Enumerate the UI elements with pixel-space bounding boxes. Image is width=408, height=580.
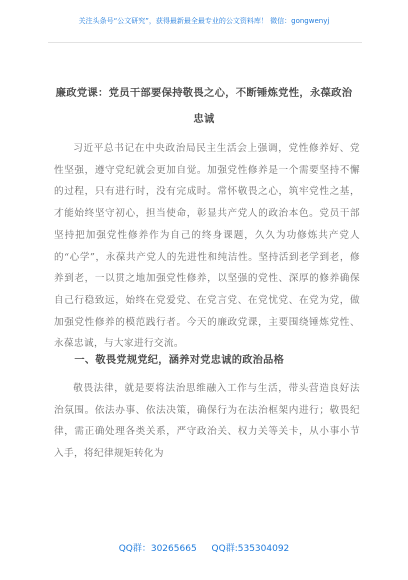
document-title: 廉政党课：党员干部要保持敬畏之心，不断锤炼党性，永葆政治忠诚 — [55, 87, 353, 125]
qq-group-1: QQ群：30265665 — [118, 544, 197, 554]
header-promo-text: 关注头条号“公文研究”，获得最新最全最专业的公文资料库！ 微信：gongwenyj — [78, 17, 330, 25]
body-paragraph: 敬畏法律，就是要将法治思维融入工作与生活，带头营造良好法治氛围。依法办事、依法决策，确保行为在法治框架内进行；敬畏纪律，需正确处理各类关系，严守政治关、权力关等关卡，从小事小节入手，将纪律规矩转化为 — [54, 383, 360, 460]
footer-contact — [0, 541, 408, 554]
body-paragraph: 习近平总书记在中央政治局民主生活会上强调，党性修养好、党性坚强，遵守党纪就会更加自觉。加强党性修养是一个需要坚持不懈的过程，只有进行时，没有完成时。常怀敬畏之心，筑牢党性之基，才能始终坚守初心，担当使命，彰显共产党人的政治本色。党员干部坚持把加强党性修养作为自己的终身课题，久久为功修炼共产党人的“心学”，永葆共产党人的先进性和纯洁性。坚持活到老学到老，修养到老，一以贯之地加强党性修养，以坚强的党性、深厚的修养确保自己行稳致远，始终在党爱党、在党言党、在党忧党、在党为党，做加强党性修养的模范践行者。今天的廉政党课，主要围绕锤炼党性、永葆忠诚，与大家进行交流。 — [54, 143, 360, 350]
header-divider — [48, 42, 362, 43]
qq-group-2: QQ群:535304092 — [211, 544, 290, 554]
section-heading: 一、敬畏党规党纪，涵养对党忠诚的政治品格 — [74, 354, 285, 366]
